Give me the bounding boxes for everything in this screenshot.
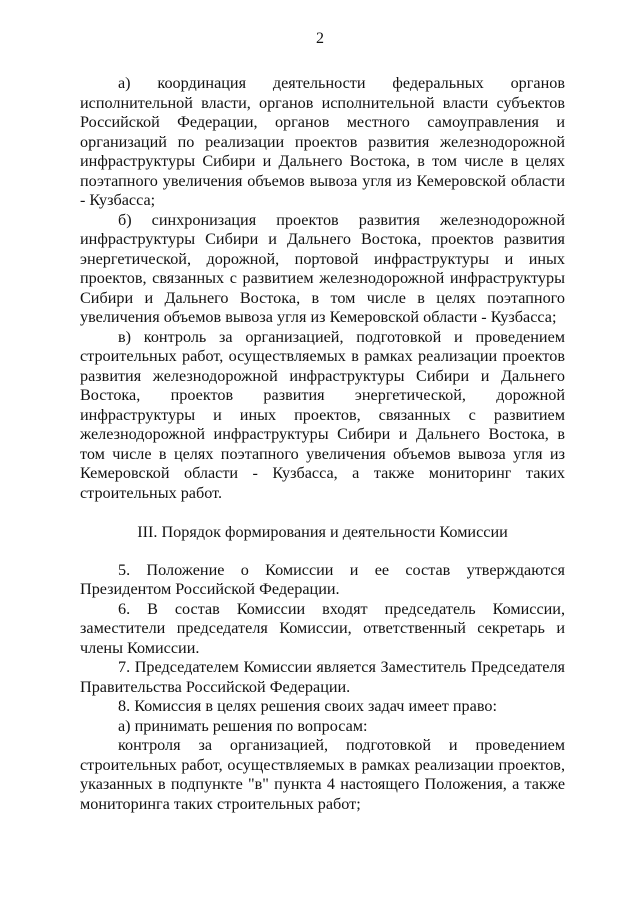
- paragraph-control: в) контроль за организацией, подготовкой и проведением строительных работ, осуществляемых в рамках реализации проектов развития железнодорожной инфраструктуры Сибири и Дальнего Востока, проектов развития энергетической, дорожной инфраструктуры и иных проектов, связанных с развитием железнодорожной инфраструктуры Сибири и Дальнего Востока, в том числе в целях поэтапного увеличения объемов вывоза угля из Кемеровской области - Кузбасса, а также мониторинг таких строительных работ.: [80, 327, 565, 502]
- paragraph-item-8a: а) принимать решения по вопросам:: [118, 716, 368, 735]
- paragraph-control-monitoring: контроля за организацией, подготовкой и проведением строительных работ, осуществляемых в рамках реализации проектов, указанных в подпункте "в" пункта 4 настоящего Положения, а также мониторинга таких строительных работ;: [80, 736, 565, 813]
- section-heading: III. Порядок формирования и деятельности Комиссии: [137, 523, 508, 541]
- paragraph-item-7: 7. Председателем Комиссии является Заместитель Председателя Правительства Российской Федерации.: [80, 658, 565, 696]
- paragraph-synchronization: б) синхронизация проектов развития железнодорожной инфраструктуры Сибири и Дальнего Востока, проектов развития энергетической, дорожной, портовой инфраструктуры и иных проектов, связанных с развитием железнодорожной инфраструктуры Сибири и Дальнего Востока, в том числе в целях поэтапного увеличения объемов вывоза угля из Кемеровской области - Кузбасса;: [80, 210, 565, 326]
- paragraph-coordination: а) координация деятельности федеральных органов исполнительной власти, органов исполнительной власти субъектов Российской Федерации, органов местного самоуправления и организаций по реализации проектов развития железнодорожной инфраструктуры Сибири и Дальнего Востока, в том числе в целях поэтапного увеличения объемов вывоза угля из Кемеровской области - Кузбасса;: [80, 74, 565, 209]
- paragraph-item-8: 8. Комиссия в целях решения своих задач имеет право:: [118, 697, 497, 715]
- paragraph-item-5: 5. Положение о Комиссии и ее состав утверждаются Президентом Российской Федерации.: [80, 560, 565, 598]
- document-body: [80, 74, 565, 814]
- paragraph-item-6: 6. В состав Комиссии входят председатель Комиссии, заместители председателя Комиссии, ответственный секретарь и члены Комиссии.: [80, 599, 565, 657]
- page-number: 2: [316, 30, 324, 47]
